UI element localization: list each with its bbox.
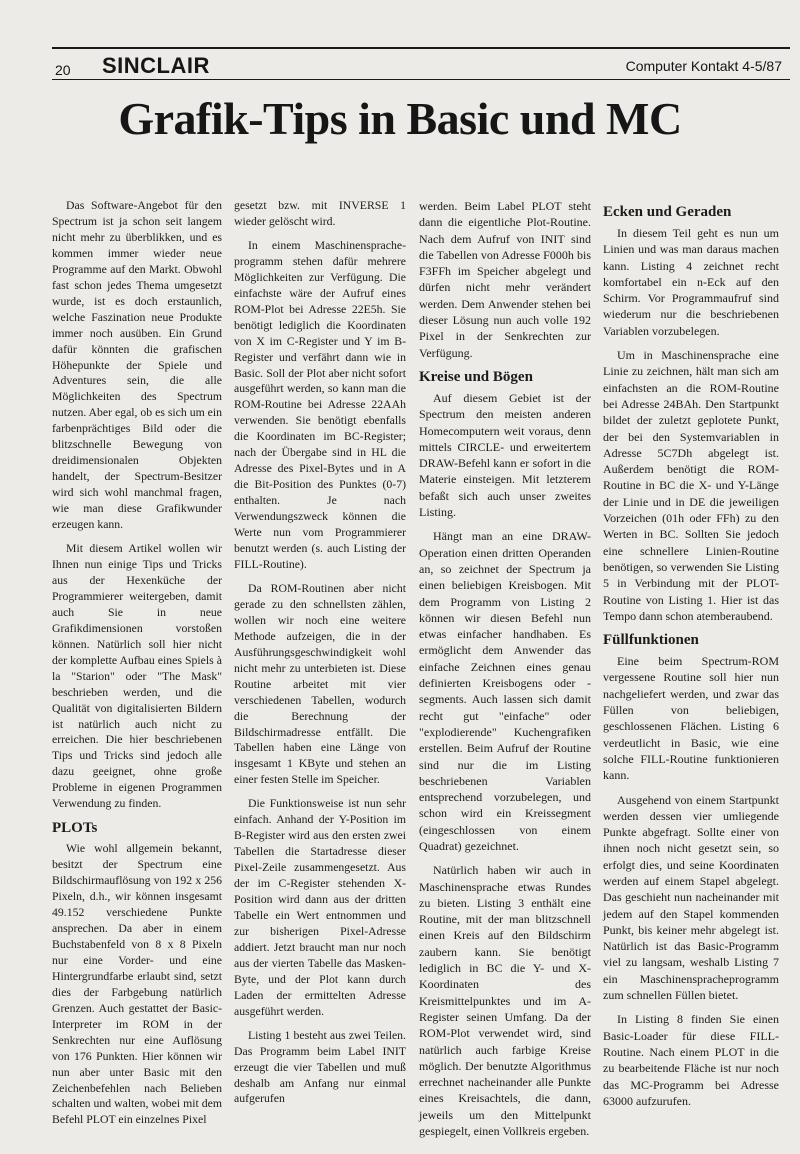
paragraph: In Listing 8 finden Sie einen Basic-Loader für diese FILL-Routine. Nach einem PLOT in die zu bearbeitende Fläche ist nur noch das MC-Programm bei Adresse 63000 aufzurufen. xyxy=(603,1012,779,1108)
paragraph: In diesem Teil geht es nun um Linien und was man daraus machen kann. Listing 4 zeichnet recht komfortabel ein n-Eck auf den Schirm. Vor Programmaufruf sind wiederum nur die beschriebenen Variablen vorzubelegen. xyxy=(603,226,779,338)
header-rule-bottom xyxy=(52,79,790,80)
article-column-4 xyxy=(603,198,779,1117)
paragraph: Um in Maschinensprache eine Linie zu zeichnen, hält man sich am einfachsten an die ROM-Routine bei Adresse 24BAh. Den Startpunkt bildet der zuletzt geplotete Punkt, der bei den Systemvariablen in Adresse 5C7Dh abgelegt ist. Außerdem benötigt die ROM-Routine in BC die X- und Y-Länge der Linie und in DE die jeweiligen Vorzeichen (01h oder FFh) zu den Werten in BC. Sollten Sie jedoch eine schnellere Linien-Routine benötigen, so verwenden Sie Listing 5 in Verbindung mit der PLOT-Routine von Listing 1. Hier ist das Tempo dann schon atemberaubend. xyxy=(603,348,779,623)
page-number: 20 xyxy=(55,62,71,78)
paragraph: Listing 1 besteht aus zwei Teilen. Das Programm beim Label INIT erzeugt die vier Tabellen und muß deshalb am Anfang nur einmal aufgerufen xyxy=(234,1028,406,1106)
section-heading: Füllfunktionen xyxy=(603,632,699,649)
paragraph: Ausgehend von einem Startpunkt werden dessen vier umliegende Punkte abgefragt. Sollte einer von ihnen noch nicht gesetzt sein, so erfolgt dies, und seine Koordinaten werden auf einem Stapel abgelegt. Das geschieht nun nacheinander mit jedem auf den Stapel kommenden Punkt, bis keiner mehr abgelegt ist. Natürlich ist das Basic-Programm viel zu langsam, weshalb Listing 7 ein Maschinenspracheprogramm zum schnellen Füllen bietet. xyxy=(603,792,779,1003)
article-column-3 xyxy=(419,198,591,1147)
magazine-name: SINCLAIR xyxy=(102,53,210,78)
section-heading: Kreise und Bögen xyxy=(419,368,533,385)
article-column-1 xyxy=(52,198,222,1136)
header-rule-top xyxy=(52,47,790,49)
paragraph: Wie wohl allgemein bekannt, besitzt der Spectrum eine Bildschirmauflösung von 192 x 256 Pixeln, d.h., wir können insgesamt 49.152 verschiedene Punkte ansprechen. Da aber in einem Buchstabenfeld von 8 x 8 Pixeln nur eine Vorder- und eine Hintergrundfarbe erlaubt sind, setzt dies der Farbgebung natürlich Grenzen. Auch gestattet der Basic-Interpreter im ROM in der Senkrechten nur eine Auflösung von 176 Punkten. Hier können wir nun aber unter Basic mit den Zeichenbefehlen nach Belieben schalten und walten, wobei mit dem Befehl PLOT ein einzelnes Pixel xyxy=(52,842,222,1127)
issue-label: Computer Kontakt 4-5/87 xyxy=(625,58,782,74)
paragraph: Das Software-Angebot für den Spectrum ist ja schon seit langem nicht mehr zu überblikken, und es kommen immer wieder neue Programme auf den Markt. Obwohl fast schon jedes Thema umgesetzt wurde, ist es doch erstaunlich, welche Faszination neue Produkte immer noch ausüben. Ein Grund dafür könnten die grafischen Höhepunkte der Spiele und Adventures sein, die alle Möglichkeiten des Spectrum nutzen. Aber egal, ob es sich um ein farbenprächtiges Bild oder die blitzschnelle Bewegung von dreidimensionalen Objekten handelt, der Spectrum-Besitzer wird sich wohl manchmal fragen, wie man diese Grafikwunder erzeugen kann. xyxy=(52,199,223,532)
paragraph: In einem Maschinensprache-programm stehen dafür mehrere Möglichkeiten zur Verfügung. Die einfachste wäre der Aufruf eines ROM-Plot bei Adresse 22E5h. Sie benötigt lediglich die Koordinaten von X im C-Register und Y im B-Register und verfährt dann wie in Basic. Soll der Plot aber nicht sofort ausgeführt werden, so kann man die ROM-Routine bei Adresse 22AAh verwenden. Sie benötigt ebenfalls die Koordinaten im BC-Register; nach der Übergabe sind in HL die Adresse des Pixel-Bytes und in A die Bit-Position des Punktes (0-7) enthalten. Je nach Verwendungszweck können die Werte nun vom Programmierer benutzt werden (s. auch Listing der FILL-Routine). xyxy=(234,238,406,571)
article-column-2 xyxy=(234,198,406,1115)
paragraph: Natürlich haben wir auch in Maschinensprache etwas Rundes zu bieten. Listing 3 enthält eine Routine, mit der man blitzschnell einen Kreis auf den Bildschirm zaubern kann. Sie benötigt lediglich in BC die Y- und X-Koordinaten des Kreismittelpunktes und im A-Register seinen Umfang. Da der ROM-Plot verwendet wird, sind natürlich auch farbige Kreise möglich. Der benutzte Algorithmus errechnet nacheinander alle Punkte eines Kreisachtels, die dann, jeweils um den Mittelpunkt gespiegelt, einen Vollkreis ergeben. xyxy=(419,863,591,1139)
paragraph: Mit diesem Artikel wollen wir Ihnen nun einige Tips und Tricks aus der Hexenküche der Programmierer weitergeben, damit auch Sie in neue Grafikdimensionen vorstoßen können. Natürlich soll hier nicht der komplette Aufbau eines Spiels à la "Starion" oder "The Mask" beschrieben werden, und die Qualität von digitalisierten Bildern ist natürlich auch nicht zu erreichen. Die hier beschriebenen Tips und Tricks sind jedoch alle dazu geeignet, ohne große Probleme in eigenen Programmen Verwendung zu finden. xyxy=(52,542,222,811)
section-heading: Ecken und Geraden xyxy=(603,204,732,220)
section-heading: PLOTs xyxy=(52,820,98,837)
paragraph: Eine beim Spectrum-ROM vergessene Routine soll hier nun nachgeliefert werden, und zwar das Füllen von beliebigen, geschlossenen Flächen. Listing 6 verdeutlicht in Basic, wie eine solche FILL-Routine funktionieren kann. xyxy=(603,654,779,783)
paragraph: Die Funktionsweise ist nun sehr einfach. Anhand der Y-Position im B-Register wird aus den ersten zwei Tabellen die Startadresse dieser Pixel-Zeile zusammengesetzt. Aus der im C-Register stehenden X-Position wird dann aus der dritten Tabelle ein Wert entnommen und zur bisherigen Pixel-Adresse addiert. Jetzt braucht man nur noch aus der vierten Tabelle das Masken-Byte, und der Plot kann durch Laden der ermittelten Adresse ausgeführt werden. xyxy=(234,797,406,1018)
paragraph: werden. Beim Label PLOT steht dann die eigentliche Plot-Routine. Nach dem Aufruf von INIT sind die Tabellen von Adresse F000h bis F3FFh im Speicher abgelegt und dürfen nicht mehr verändert werden. Dem Anwender stehen bei dieser Lösung nun auch volle 192 Pixel in der Senkrechten zur Verfügung. xyxy=(419,199,591,360)
article-title: Grafik-Tips in Basic und MC xyxy=(118,93,682,144)
paragraph: gesetzt bzw. mit INVERSE 1 wieder gelöscht wird. xyxy=(234,199,406,228)
paragraph: Auf diesem Gebiet ist der Spectrum den meisten anderen Homecomputern weit voraus, denn mittels CIRCLE- und erweitertem DRAW-Befehl kann er sofort in die Materie einsteigen. Mit letzterem befaßt sich auch unser zweites Listing. xyxy=(419,390,591,520)
paragraph: Hängt man an eine DRAW-Operation einen dritten Operanden an, so zeichnet der Spectrum ja einen beliebigen Kreisbogen. Mit dem Programm von Listing 2 können wir diesen Befehl nun etwas einfacher handhaben. Es ermöglicht dem Anwender das einfache Zeichnen eines genau definierten Kreisbogens oder -segments. Auch lassen sich damit recht gut "einfache" oder "explodierende" Kuchengrafiken erstellen. Beim Aufruf der Routine sind nur die im Listing beschriebenen Variablen entsprechend vorzubelegen, und schon wird ein Kreissegment (eingeschlossen von einem Quadrat) gezeichnet. xyxy=(419,529,591,853)
paragraph: Da ROM-Routinen aber nicht gerade zu den schnellsten zählen, wollen wir noch eine weitere Methode aufzeigen, die in der Ausführungsgeschwindigkeit wohl nicht mehr zu unterbieten ist. Diese Routine arbeitet mit vier verschiedenen Tabellen, wodurch die Berechnung der Bildschirmadresse entfällt. Die Tabellen haben eine Länge von insgesamt 1 KByte und stehen an einer festen Stelle im Speicher. xyxy=(234,581,406,787)
